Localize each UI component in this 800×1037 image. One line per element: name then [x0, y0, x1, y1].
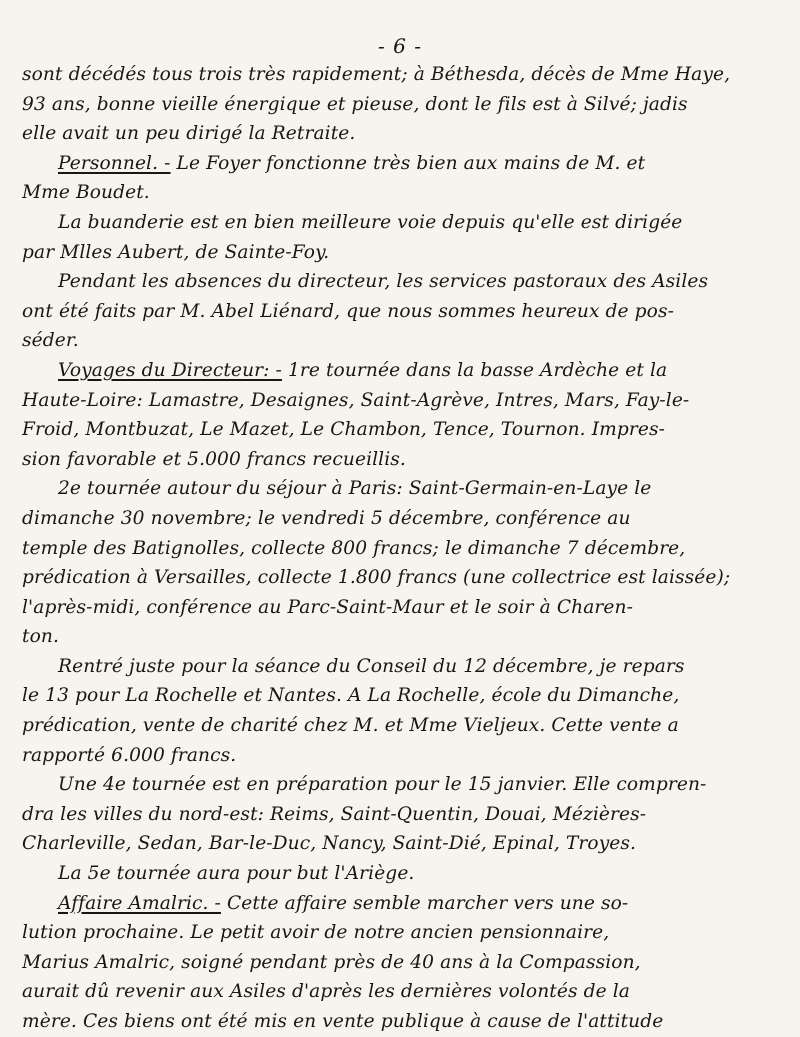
line-text: séder.: [22, 330, 79, 352]
line-text: dimanche 30 novembre; le vendredi 5 décembre, conférence au: [22, 507, 631, 529]
text-line: [22, 1007, 778, 1037]
line-text: Pendant les absences du directeur, les services pastoraux des Asiles: [58, 271, 709, 293]
text-line: [22, 889, 778, 919]
line-text: Mme Boudet.: [22, 182, 150, 204]
section-heading: Voyages du Directeur: -: [58, 359, 282, 381]
section-heading: Personnel. -: [58, 152, 171, 174]
handwritten-body: [22, 60, 778, 1037]
line-text: aurait dû revenir aux Asiles d'après les dernières volontés de la: [22, 981, 630, 1003]
line-text: Marius Amalric, soigné pendant près de 40 ans à la Compassion,: [22, 951, 641, 973]
line-text: rapporté 6.000 francs.: [22, 744, 237, 766]
text-line: [22, 948, 778, 978]
text-line: [22, 238, 778, 268]
line-text: 93 ans, bonne vieille énergique et pieuse, dont le fils est à Silvé; jadis: [22, 93, 688, 115]
page-number: - 6 -: [378, 34, 422, 58]
text-line: [22, 859, 778, 889]
text-line: [22, 593, 778, 623]
text-line: [22, 741, 778, 771]
text-line: [22, 178, 778, 208]
line-text: l'après-midi, conférence au Parc-Saint-Maur et le soir à Charen-: [22, 596, 633, 618]
text-line: [22, 681, 778, 711]
line-text: Le Foyer fonctionne très bien aux mains de M. et: [176, 152, 646, 174]
line-text: prédication, vente de charité chez M. et Mme Vieljeux. Cette vente a: [22, 715, 679, 737]
text-line: [22, 149, 778, 179]
text-line: [22, 60, 778, 90]
text-line: [22, 119, 778, 149]
text-line: [22, 652, 778, 682]
line-text: ton.: [22, 626, 59, 648]
line-text: Charleville, Sedan, Bar-le-Duc, Nancy, Saint-Dié, Epinal, Troyes.: [22, 833, 637, 855]
line-text: le 13 pour La Rochelle et Nantes. A La Rochelle, école du Dimanche,: [22, 685, 680, 707]
line-text: La 5e tournée aura pour but l'Ariège.: [58, 863, 415, 885]
text-line: [22, 474, 778, 504]
text-line: [22, 977, 778, 1007]
text-line: [22, 267, 778, 297]
line-text: Cette affaire semble marcher vers une so-: [226, 892, 629, 914]
text-line: [22, 711, 778, 741]
text-line: [22, 326, 778, 356]
line-text: 1re tournée dans la basse Ardèche et la: [287, 359, 668, 381]
line-text: Une 4e tournée est en préparation pour le 15 janvier. Elle compren-: [58, 774, 707, 796]
line-text: sont décédés tous trois très rapidement; à Béthesda, décès de Mme Haye,: [22, 64, 731, 85]
text-line: [22, 770, 778, 800]
text-line: [22, 208, 778, 238]
text-line: [22, 534, 778, 564]
line-text: Rentré juste pour la séance du Conseil du 12 décembre, je repars: [58, 655, 685, 677]
text-line: [22, 563, 778, 593]
line-text: mère. Ces biens ont été mis en vente publique à cause de l'attitude: [22, 1011, 664, 1032]
line-text: elle avait un peu dirigé la Retraite.: [22, 123, 356, 145]
text-line: [22, 356, 778, 386]
line-text: lution prochaine. Le petit avoir de notre ancien pensionnaire,: [22, 922, 610, 944]
line-text: par Mlles Aubert, de Sainte-Foy.: [22, 241, 330, 263]
text-line: [22, 504, 778, 534]
text-line: [22, 297, 778, 327]
line-text: temple des Batignolles, collecte 800 francs; le dimanche 7 décembre,: [22, 537, 686, 559]
text-line: [22, 90, 778, 120]
text-line: [22, 386, 778, 416]
text-line: [22, 918, 778, 948]
text-line: [22, 415, 778, 445]
line-text: 2e tournée autour du séjour à Paris: Saint-Germain-en-Laye le: [58, 478, 652, 500]
line-text: Froid, Montbuzat, Le Mazet, Le Chambon, Tence, Tournon. Impres-: [22, 419, 665, 441]
section-heading: Affaire Amalric. -: [58, 892, 221, 914]
line-text: sion favorable et 5.000 francs recueillis.: [22, 448, 406, 470]
line-text: dra les villes du nord-est: Reims, Saint-Quentin, Douai, Mézières-: [22, 803, 647, 825]
line-text: La buanderie est en bien meilleure voie depuis qu'elle est dirigée: [58, 211, 683, 233]
line-text: Haute-Loire: Lamastre, Desaignes, Saint-Agrève, Intres, Mars, Fay-le-: [22, 389, 690, 411]
text-line: [22, 829, 778, 859]
text-line: [22, 622, 778, 652]
text-line: [22, 445, 778, 475]
text-line: [22, 800, 778, 830]
line-text: ont été faits par M. Abel Liénard, que nous sommes heureux de pos-: [22, 300, 674, 322]
line-text: prédication à Versailles, collecte 1.800 francs (une collectrice est laissée);: [22, 567, 731, 589]
